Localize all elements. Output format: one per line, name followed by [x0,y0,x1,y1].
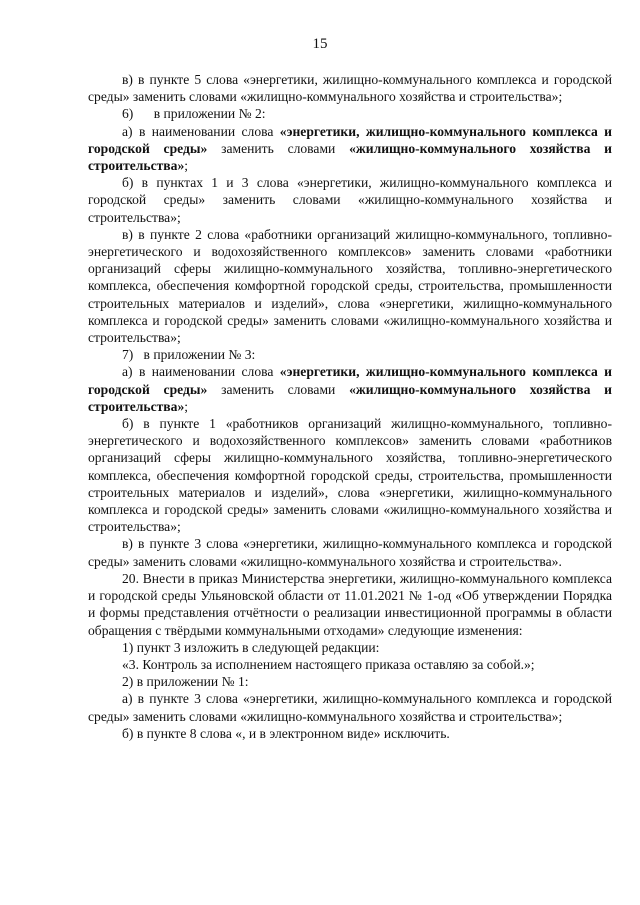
paragraph-appendix-3: 7) в приложении № 3: [122,347,256,363]
bold-old-name: «энергетики, жилищно-коммунального комплекса и городской среды» [88,364,612,397]
bold-old-name: «энергетики, жилищно-коммунального комплекса и городской среды» [88,123,612,156]
paragraph-section-20-item-2b: б) в пункте 8 слова «, и в электронном виде» исключить. [122,725,450,741]
paragraph-appendix-3-title-change: а) в наименовании слова «энергетики, жилищно-коммунального комплекса и городской среды» заменить словами «жилищно-коммунального хозяйства и строительства»; [88,364,612,414]
paragraph-appendix-3-item-3: в) в пункте 3 слова «энергетики, жилищно-коммунального комплекса и городской среды» заменить словами «жилищно-коммунального хозяйства и строительства». [88,536,612,569]
paragraph-new-item-3-text: «3. Контроль за исполнением настоящего приказа оставляю за собой.»; [122,656,535,672]
paragraph-appendix-2-title-change: а) в наименовании слова «энергетики, жилищно-коммунального комплекса и городской среды» заменить словами «жилищно-коммунального хозяйства и строительства»; [88,123,612,174]
paragraph-appendix-2-item-2: в) в пункте 2 слова «работники организаций жилищно-коммунального, топливно-энергетического и водохозяйственного комплексов» заменить словами «работники организаций сферы жилищно-коммунального хозяйства, топливно-энергетического комплекса, обеспечения комфортной городской среды, строительства, промышленности строительных материалов и изделий», слова «энергетики, жилищно-коммунального комплекса и городской среды» заменить словами «жилищно-коммунального хозяйства и строительства»; [88,226,612,346]
paragraph-section-20: 20. Внести в приказ Министерства энергетики, жилищно-коммунального комплекса и городской среды Ульяновской области от 11.01.2021 № 1-од «Об утверждении Порядка и формы представления отчётности о реализации инвестиционной программы в области обращения с твёрдыми коммунальными отходами» следующие изменения: [88,570,612,638]
page-number: 15 [312,36,328,52]
paragraph-section-20-item-1: 1) пункт 3 изложить в следующей редакции: [122,639,380,655]
bold-new-name: «жилищно-коммунального хозяйства и строительства» [88,381,612,414]
paragraph-section-20-item-2a: а) в пункте 3 слова «энергетики, жилищно-коммунального комплекса и городской среды» заменить словами «жилищно-коммунального хозяйства и строительства»; [88,691,612,724]
bold-new-name: «жилищно-коммунального хозяйства и строительства» [88,140,612,174]
document-body [88,71,612,742]
paragraph-item-5v: в) в пункте 5 слова «энергетики, жилищно-коммунального комплекса и городской среды» заменить словами «жилищно-коммунального хозяйства и строительства»; [88,72,612,105]
paragraph-appendix-2-items-1-3: б) в пунктах 1 и 3 слова «энергетики, жилищно-коммунального комплекса и городской среды» заменить словами «жилищно-коммунального хозяйства и строительства»; [88,175,612,225]
paragraph-appendix-3-item-1: б) в пункте 1 «работников организаций жилищно-коммунального, топливно-энергетического и водохозяйственного комплексов» заменить словами «работников организаций сферы жилищно-коммунального хозяйства, топливно-энергетического комплекса, обеспечения комфортной городской среды, строительства, промышленности строительных материалов и изделий», слова «энергетики, жилищно-коммунального комплекса и городской среды» заменить словами «жилищно-коммунального хозяйства и строительства»; [88,416,612,535]
paragraph-appendix-2: 6) в приложении № 2: [122,106,266,122]
paragraph-section-20-item-2: 2) в приложении № 1: [122,674,249,690]
